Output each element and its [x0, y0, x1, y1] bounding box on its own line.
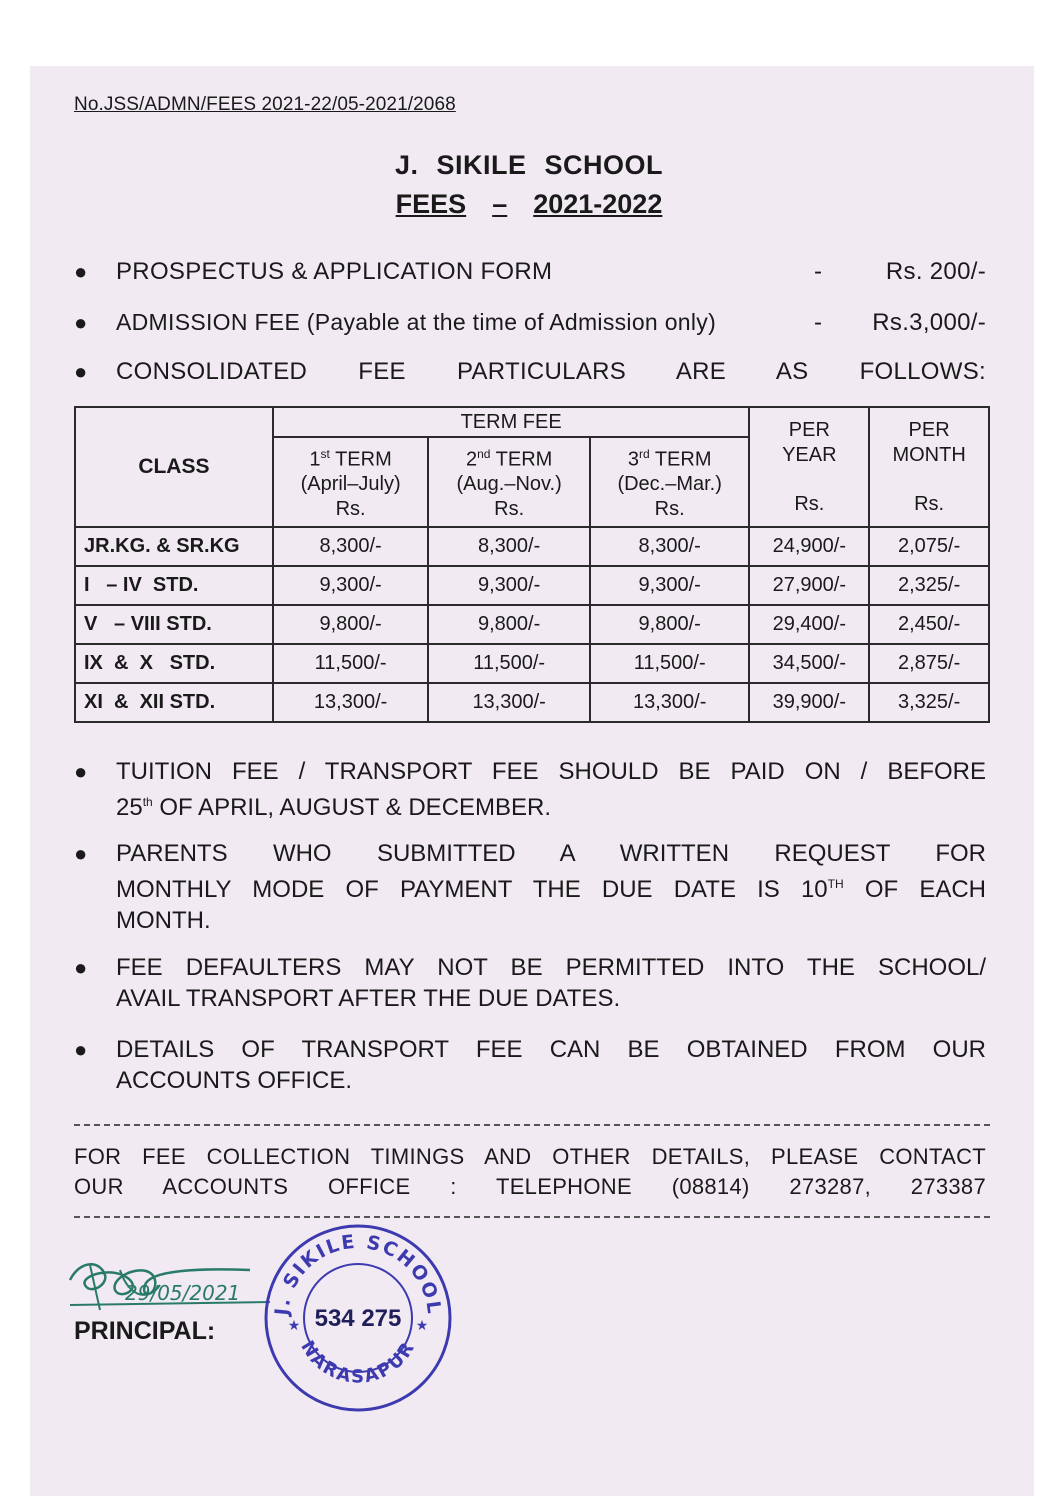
seal-bottom-text: NARASAPUR: [296, 1337, 420, 1388]
item-prospectus: ● PROSPECTUS & APPLICATION FORM - Rs. 200/-: [74, 258, 986, 285]
bullet-icon: ●: [74, 259, 88, 284]
note-transport-fee: ● DETAILS OF TRANSPORT FEE CAN BE OBTAINED FROM OUR ACCOUNTS OFFICE.: [74, 1036, 986, 1094]
svg-text:NARASAPUR: [296, 1337, 419, 1387]
seal-top-text: J. SIKILE SCHOOL: [270, 1230, 446, 1317]
signature-date: 29/05/2021: [125, 1281, 241, 1305]
contact-line-1: FOR FEE COLLECTION TIMINGS AND OTHER DETAILS, PLEASE CONTACT: [74, 1144, 986, 1169]
contact-line-2: OUR ACCOUNTS OFFICE : TELEPHONE (08814) 273287, 273387: [74, 1174, 986, 1199]
table-row: I – IV STD. 9,300/- 9,300/- 9,300/- 27,900/- 2,325/-: [75, 566, 989, 605]
principal-label: PRINCIPAL:: [74, 1317, 216, 1345]
per-year-header: PER YEAR Rs.: [749, 407, 869, 527]
term-fee-header: TERM FEE: [273, 407, 750, 437]
term-2-header: 2nd TERM (Aug.–Nov.) Rs.: [428, 437, 590, 527]
table-header-row: [75, 407, 989, 437]
star-icon: ★: [415, 1317, 429, 1333]
class-header: CLASS: [75, 407, 273, 527]
bullet-icon: ●: [74, 955, 88, 980]
dashed-divider: [74, 1124, 990, 1126]
fee-table: [74, 406, 990, 723]
school-seal: [258, 1218, 458, 1418]
item-admission-fee: ● ADMISSION FEE (Payable at the time of Admission only) - Rs.3,000/-: [74, 309, 986, 336]
school-name: J. SIKILE SCHOOL: [394, 150, 664, 180]
prospectus-amount: Rs. 200/-: [885, 258, 986, 285]
seal-code: 534 275: [314, 1305, 402, 1332]
bullet-icon: ●: [74, 1037, 88, 1062]
reference-number: No.JSS/ADMN/FEES 2021-22/05-2021/2068: [74, 94, 456, 115]
note-due-dates: ● TUITION FEE / TRANSPORT FEE SHOULD BE PAID ON / BEFORE 25th OF APRIL, AUGUST & DECEMBER.: [74, 758, 986, 821]
bullet-icon: ●: [74, 359, 88, 384]
item-consolidated: ● CONSOLIDATED FEE PARTICULARS ARE AS FOLLOWS:: [74, 358, 986, 385]
note-monthly-payment: ● PARENTS WHO SUBMITTED A WRITTEN REQUEST FOR MONTHLY MODE OF PAYMENT THE DUE DATE IS 10TH OF EACH MONTH.: [74, 840, 986, 934]
bullet-icon: ●: [74, 841, 88, 866]
dashed-divider: [74, 1216, 990, 1218]
table-row: V – VIII STD. 9,800/- 9,800/- 9,800/- 29,400/- 2,450/-: [75, 605, 989, 644]
bullet-icon: ●: [74, 759, 88, 784]
bullet-icon: ●: [74, 310, 88, 335]
fees-title: FEES – 2021-2022: [395, 189, 663, 219]
table-row: XI & XII STD. 13,300/- 13,300/- 13,300/- 39,900/- 3,325/-: [75, 683, 989, 722]
per-month-header: PER MONTH Rs.: [869, 407, 989, 527]
table-row: JR.KG. & SR.KG 8,300/- 8,300/- 8,300/- 24,900/- 2,075/-: [75, 527, 989, 566]
note-defaulters: ● FEE DEFAULTERS MAY NOT BE PERMITTED INTO THE SCHOOL/ AVAIL TRANSPORT AFTER THE DUE DATES.: [74, 954, 986, 1012]
term-3-header: 3rd TERM (Dec.–Mar.) Rs.: [590, 437, 750, 527]
table-row: IX & X STD. 11,500/- 11,500/- 11,500/- 34,500/- 2,875/-: [75, 644, 989, 683]
term-1-header: 1st TERM (April–July) Rs.: [273, 437, 429, 527]
star-icon: ★: [287, 1317, 301, 1333]
admission-amount: Rs.3,000/-: [872, 309, 986, 336]
